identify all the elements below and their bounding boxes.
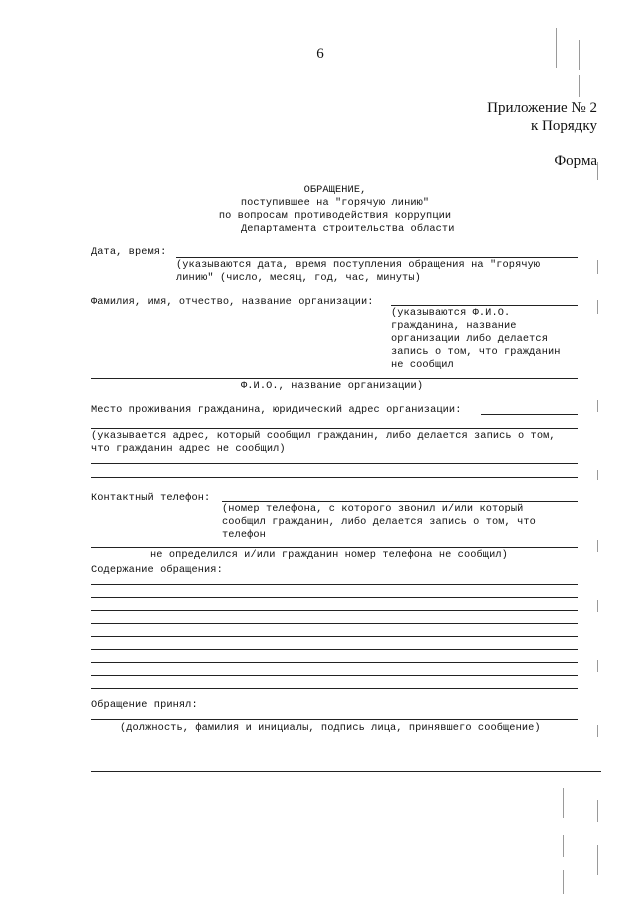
page-number: 6 — [316, 46, 324, 62]
address-hint-2: что гражданин адрес не сообщил) — [91, 443, 286, 455]
scan-mark-14 — [597, 800, 598, 822]
scan-mark-7 — [597, 400, 598, 412]
title-line-2: поступившее на "горячую линию" — [240, 197, 430, 209]
datetime-hint-1: (указываются дата, время поступления обращения на "горячую — [176, 259, 541, 271]
fio-hint-2: гражданина, название — [391, 320, 517, 332]
address-label: Место проживания гражданина, юридический адрес организации: — [91, 404, 462, 416]
phone-label: Контактный телефон: — [91, 492, 211, 504]
title-line-4: Департамента строительства области — [241, 223, 455, 235]
content-line-1[interactable] — [91, 584, 578, 585]
content-line-8[interactable] — [91, 675, 578, 676]
scan-mark-4 — [597, 162, 598, 180]
scan-mark-17 — [563, 870, 564, 894]
datetime-line[interactable] — [176, 257, 578, 258]
scan-mark-3 — [579, 75, 580, 97]
appendix-line-2: к Порядку — [531, 118, 597, 134]
content-line-2[interactable] — [91, 597, 578, 598]
datetime-hint-2: линию" (число, месяц, год, час, минуты) — [176, 272, 421, 284]
content-line-7[interactable] — [91, 662, 578, 663]
scan-mark-11 — [597, 660, 598, 672]
scan-mark-13 — [563, 788, 564, 818]
scan-mark-9 — [597, 540, 598, 552]
fio-line[interactable] — [391, 305, 578, 306]
fio-hint-5: не сообщил — [391, 359, 454, 371]
scan-mark-12 — [597, 725, 598, 737]
fio-label: Фамилия, имя, отчество, название организации: — [91, 296, 374, 308]
scan-mark-6 — [597, 300, 598, 314]
accepted-hint: (должность, фамилия и инициалы, подпись лица, принявшего сообщение) — [120, 722, 541, 734]
accepted-label: Обращение принял: — [91, 699, 198, 711]
fio-full-line[interactable] — [91, 378, 578, 379]
phone-full-line[interactable] — [91, 547, 578, 548]
appendix-line-1: Приложение № 2 — [487, 100, 597, 116]
scan-mark-16 — [597, 845, 598, 875]
phone-line[interactable] — [222, 501, 578, 502]
content-line-5[interactable] — [91, 636, 578, 637]
accepted-line[interactable] — [91, 719, 578, 720]
title-line-3: по вопросам противодействия коррупции — [218, 210, 452, 222]
phone-hint-2: сообщил гражданин, либо делается запись о том, что — [222, 516, 536, 528]
address-line-1[interactable] — [91, 428, 578, 429]
content-line-9[interactable] — [91, 688, 578, 689]
title-line-1: ОБРАЩЕНИЕ, — [303, 184, 367, 196]
scan-mark-1 — [556, 28, 557, 68]
address-line-2[interactable] — [91, 463, 578, 464]
scan-mark-15 — [563, 835, 564, 857]
phone-hint-1: (номер телефона, с которого звонил и/или который — [222, 503, 524, 515]
address-hint-1: (указывается адрес, который сообщил гражданин, либо делается запись о том, — [91, 430, 556, 442]
datetime-label: Дата, время: — [91, 246, 167, 258]
fio-hint-6: Ф.И.О., название организации) — [241, 380, 424, 392]
fio-hint-1: (указываются Ф.И.О. — [391, 307, 511, 319]
bottom-rule — [91, 771, 601, 772]
content-line-6[interactable] — [91, 649, 578, 650]
content-label: Содержание обращения: — [91, 564, 223, 576]
scan-mark-8 — [597, 470, 598, 480]
address-line-3[interactable] — [91, 477, 578, 478]
scan-mark-2 — [579, 40, 580, 70]
content-line-3[interactable] — [91, 610, 578, 611]
phone-hint-4: не определился и/или гражданин номер телефона не сообщил) — [150, 549, 508, 561]
scan-mark-10 — [597, 600, 598, 612]
phone-hint-3: телефон — [222, 529, 266, 541]
content-line-4[interactable] — [91, 623, 578, 624]
form-label: Форма — [554, 153, 597, 169]
scan-mark-5 — [597, 260, 598, 274]
address-line-short[interactable] — [481, 414, 578, 415]
fio-hint-4: запись о том, что гражданин — [391, 346, 561, 358]
fio-hint-3: организации либо делается — [391, 333, 548, 345]
